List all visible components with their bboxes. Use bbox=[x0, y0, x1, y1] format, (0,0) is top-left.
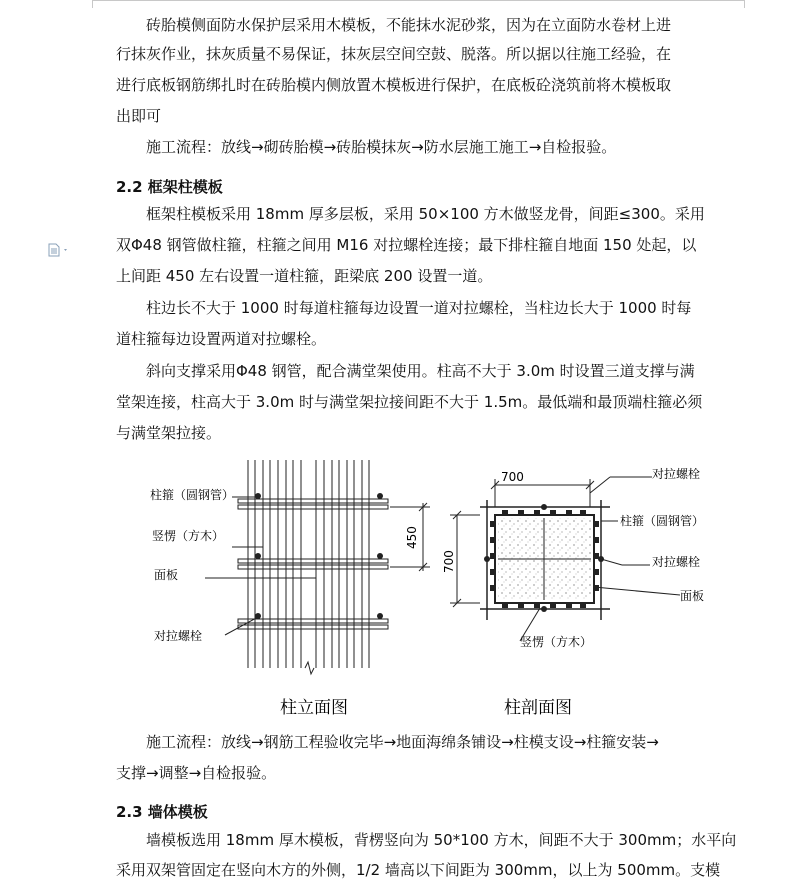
page-frame-right bbox=[744, 0, 745, 8]
para-1-line: 砖胎模侧面防水保护层采用木模板，不能抹水泥砂浆，因为在立面防水卷材上进 bbox=[116, 16, 672, 34]
document-icon[interactable] bbox=[47, 243, 71, 257]
section-dim-width: 700 bbox=[501, 470, 524, 484]
page-frame-top bbox=[92, 0, 744, 1]
section-heading-2-2: 2.2 框架柱模板 bbox=[116, 178, 223, 196]
elevation-label-hoop: 柱箍（圆钢管） bbox=[150, 488, 235, 502]
section-2-2-line: 堂架连接，柱高大于 3.0m 时与满堂架拉接间距不大于 1.5m。最低端和最顶端柱箍必须 bbox=[116, 393, 703, 411]
process-line: 支撑→调整→自检报验。 bbox=[116, 764, 277, 782]
section-heading-2-3: 2.3 墙体模板 bbox=[116, 803, 208, 821]
section-2-2-line: 上间距 450 左右设置一道柱箍，距梁底 200 设置一道。 bbox=[116, 267, 493, 285]
elevation-caption: 柱立面图 bbox=[280, 698, 348, 718]
section-label-stud: 竖愣（方木） bbox=[520, 635, 593, 649]
para-1-line: 出即可 bbox=[116, 107, 162, 125]
section-label-hoop: 柱箍（圆钢管） bbox=[620, 514, 705, 528]
para-1-line: 进行底板钢筋绑扎时在砖胎模内侧放置木模板进行保护，在底板砼浇筑前将木模板取 bbox=[116, 76, 672, 94]
elevation-label-bolt: 对拉螺栓 bbox=[154, 629, 203, 643]
elevation-dim-450: 450 bbox=[405, 526, 419, 549]
section-label-panel: 面板 bbox=[680, 589, 705, 603]
section-dim-height: 700 bbox=[442, 550, 456, 573]
section-2-2-line: 道柱箍每边设置两道对拉螺栓。 bbox=[116, 330, 327, 348]
section-caption: 柱剖面图 bbox=[504, 698, 572, 718]
process-line: 施工流程：放线→钢筋工程验收完毕→地面海绵条铺设→柱模支设→柱箍安装→ bbox=[116, 733, 659, 751]
column-elevation-drawing bbox=[205, 460, 430, 674]
section-2-2-line: 斜向支撑采用Φ48 钢管，配合满堂架使用。柱高不大于 3.0m 时设置三道支撑与满 bbox=[116, 362, 695, 380]
column-formwork-figure bbox=[140, 455, 720, 725]
elevation-label-panel: 面板 bbox=[154, 568, 179, 582]
process-line: 施工流程：放线→砌砖胎模→砖胎模抹灰→防水层施工施工→自检报验。 bbox=[116, 138, 617, 156]
section-label-bolt-side: 对拉螺栓 bbox=[652, 555, 701, 569]
section-2-2-line: 与满堂架拉接。 bbox=[116, 424, 222, 442]
section-2-3-line: 墙模板选用 18mm 厚木模板，背楞竖向为 50*100 方木，间距不大于 300mm；水平向 bbox=[116, 831, 737, 849]
para-1-line: 行抹灰作业，抹灰质量不易保证，抹灰层空间空鼓、脱落。所以据以往施工经验，在 bbox=[116, 45, 672, 63]
section-label-bolt-top: 对拉螺栓 bbox=[652, 467, 701, 481]
page-frame-left bbox=[92, 0, 93, 8]
elevation-label-stud: 竖愣（方木） bbox=[152, 529, 225, 543]
section-2-2-line: 柱边长不大于 1000 时每道柱箍每边设置一道对拉螺栓，当柱边长大于 1000 时每 bbox=[116, 299, 692, 317]
section-2-2-line: 框架柱模板采用 18mm 厚多层板，采用 50×100 方木做竖龙骨，间距≤300。采用 bbox=[116, 205, 705, 223]
section-2-2-line: 双Φ48 钢管做柱箍，柱箍之间用 M16 对拉螺栓连接；最下排柱箍自地面 150 处起，以 bbox=[116, 236, 697, 254]
section-2-3-line: 采用双架管固定在竖向木方的外侧，1/2 墙高以下间距为 300mm，以上为 500mm。支模 bbox=[116, 861, 721, 879]
column-section-drawing bbox=[450, 477, 680, 641]
